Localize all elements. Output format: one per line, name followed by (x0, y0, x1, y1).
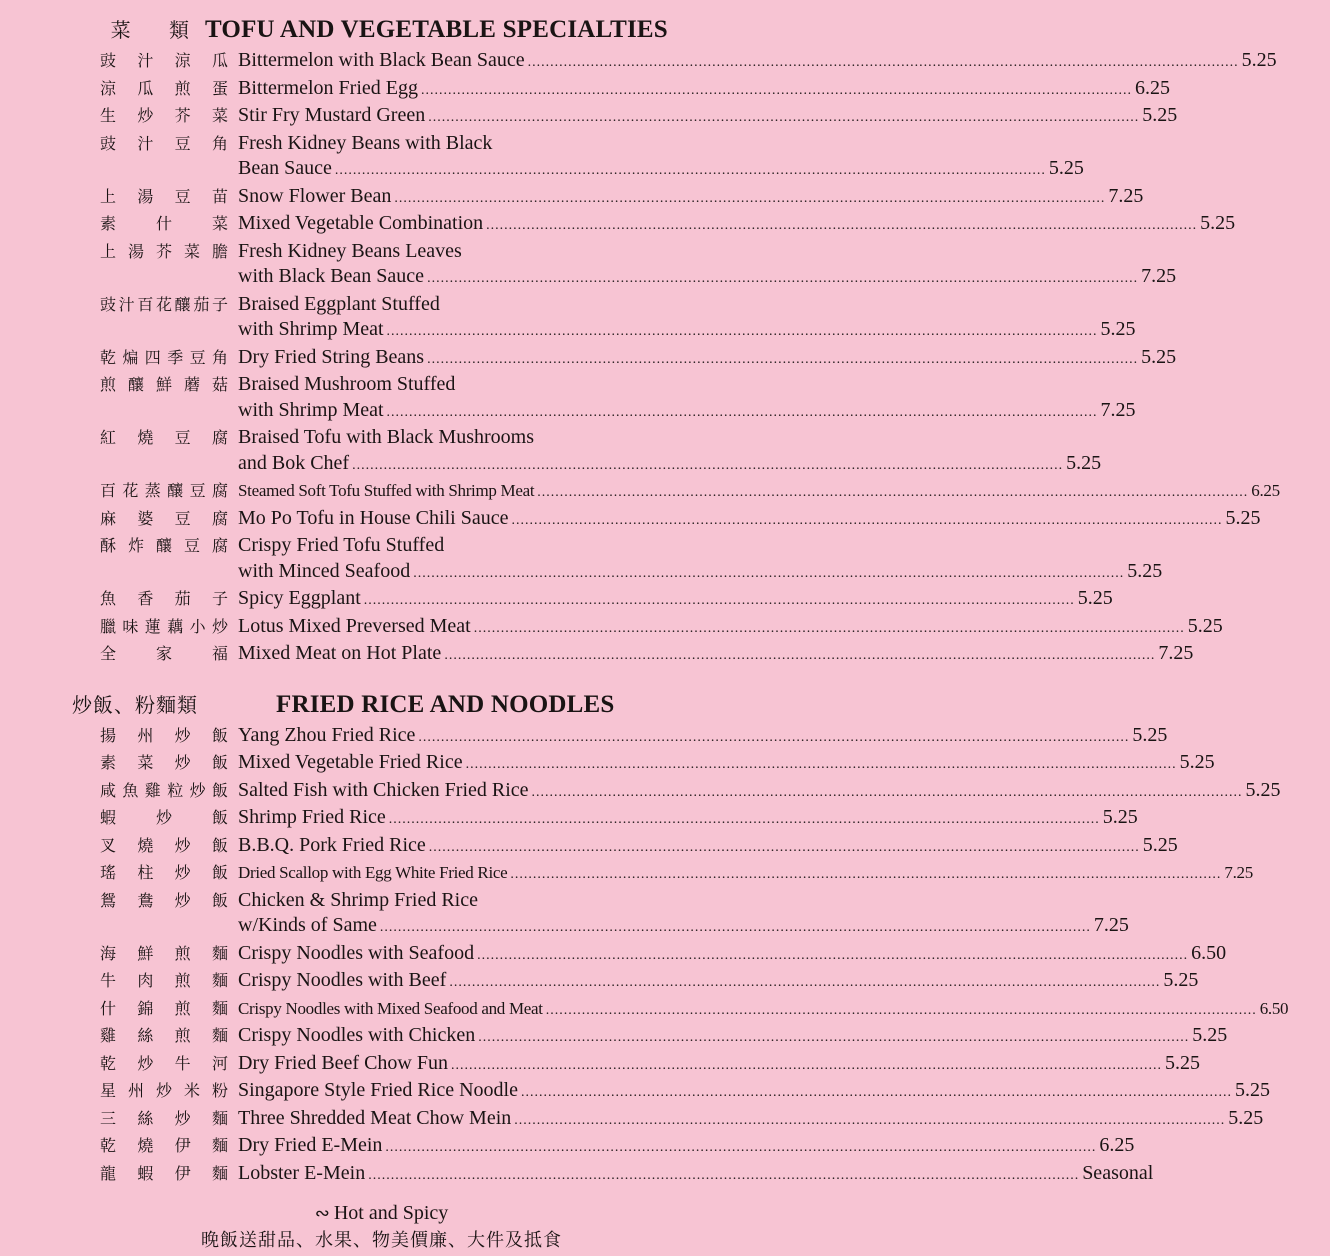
dish-line (238, 559, 1162, 587)
dish-name-chinese: 麻婆豆腐 (100, 508, 228, 528)
dot-leader (418, 725, 1129, 751)
dot-leader (528, 50, 1239, 76)
dish-name-chinese: 生炒芥菜 (100, 106, 228, 125)
dish-name-chinese: 星州炒米粉 (100, 1081, 228, 1100)
dish-description (238, 860, 1295, 888)
dish-line (238, 76, 1170, 104)
dish-name-english: Dry Fried String Beans (238, 345, 425, 368)
dish-name-chinese: 揚州炒飯 (100, 725, 228, 745)
dish-price: 5.25 (1142, 833, 1178, 856)
dish-description (238, 833, 1220, 861)
dish-name-english: Salted Fish with Chicken Fried Rice (238, 778, 529, 801)
section-title (0, 689, 703, 723)
menu-item (0, 1106, 1264, 1134)
chili-pepper-icon: ∾ (314, 1203, 330, 1223)
dish-name-english: Crispy Noodles with Seafood (238, 941, 475, 964)
dish-name-chinese: 咸魚雞粒炒飯 (100, 780, 228, 800)
dish-price: 5.25 (1164, 1051, 1200, 1074)
dot-leader (385, 1135, 1096, 1161)
dish-name-chinese: 雞絲煎麵 (100, 1026, 228, 1045)
dish-description (238, 1051, 1242, 1079)
dish-description (238, 372, 1178, 425)
dish-line (238, 156, 1084, 184)
dish-name-english: Crispy Fried Tofu Stuffed (238, 534, 445, 556)
dish-line (238, 968, 1198, 996)
dish-name-english: Lobster E-Mein (238, 1161, 366, 1184)
hot-and-spicy-legend (0, 1200, 703, 1226)
dish-line (238, 1161, 1153, 1189)
dish-name-english: Mo Po Tofu in House Chili Sauce (238, 506, 509, 529)
dish-name-chinese: 全家福 (100, 644, 228, 663)
menu-item (0, 103, 1178, 131)
dish-description (238, 48, 1319, 76)
dish-line (238, 184, 1143, 212)
dish-price: 6.25 (1099, 1134, 1135, 1156)
dish-name-english: Braised Tofu with Black Mushrooms (238, 426, 534, 448)
menu-item (0, 478, 1280, 506)
dish-name-chinese: 臘味蓮藕小炒 (100, 616, 228, 636)
dish-name-chinese: 乾炒牛河 (100, 1053, 228, 1073)
dish-line (238, 211, 1235, 239)
dish-line (238, 317, 1136, 345)
dish-name-english: Dry Fried Beef Chow Fun (238, 1051, 448, 1074)
dish-price: 5.25 (1228, 1106, 1264, 1129)
dish-name-chinese: 豉汁豆角 (100, 133, 228, 153)
dish-name-chinese: 叉燒炒飯 (100, 835, 228, 855)
section-title-english: FRIED RICE AND NOODLES (276, 690, 615, 718)
dish-price: 5.25 (1179, 751, 1215, 773)
dish-description (238, 586, 1155, 614)
section-title-chinese: 菜 類 (110, 18, 205, 42)
dish-name-chinese: 什錦煎麵 (100, 998, 228, 1018)
dish-price: 5.25 (1077, 587, 1113, 609)
dish-name-chinese: 三絲炒麵 (100, 1108, 228, 1128)
dish-name-english: Crispy Noodles with Mixed Seafood and Meat (238, 998, 543, 1018)
menu-item (0, 614, 1223, 642)
dot-leader (521, 1080, 1232, 1106)
dish-price: 5.25 (1142, 104, 1178, 126)
dish-description (238, 1106, 1305, 1134)
dish-line (238, 1051, 1200, 1079)
dish-line (238, 239, 1176, 265)
menu-item (0, 211, 1236, 239)
menu-item (0, 1023, 1228, 1051)
dot-leader (387, 319, 1098, 345)
dish-name-english: Bean Sauce (238, 157, 332, 179)
dot-leader (429, 835, 1140, 861)
dish-name-english: Mixed Vegetable Combination (238, 212, 484, 234)
dish-price: 6.50 (1191, 941, 1227, 964)
dish-name-english: Yang Zhou Fried Rice (238, 723, 416, 746)
dish-name-chinese: 鴛鴦炒飯 (100, 890, 228, 910)
dish-price: 5.25 (1225, 506, 1261, 529)
dish-name-english: Steamed Soft Tofu Stuffed with Shrimp Meat (238, 481, 535, 500)
dish-name-english: Braised Mushroom Stuffed (238, 373, 456, 395)
dot-leader (413, 561, 1124, 587)
dish-name-english: B.B.Q. Pork Fried Rice (238, 833, 426, 856)
dish-line (238, 1106, 1263, 1134)
dish-name-chinese: 海鮮煎麵 (100, 943, 228, 963)
dish-name-english: Dry Fried E-Mein (238, 1134, 383, 1156)
menu-item (0, 723, 1168, 751)
dish-name-chinese: 瑤柱炒飯 (100, 863, 228, 882)
dish-line (238, 778, 1281, 806)
dish-description (238, 533, 1204, 586)
dish-line (238, 533, 1162, 559)
dish-name-english: with Shrimp Meat (238, 318, 384, 340)
menu-item (0, 292, 1136, 345)
dish-line (238, 805, 1138, 833)
section-title-chinese: 炒飯、粉麵類 (72, 692, 198, 717)
dot-leader (511, 508, 1222, 534)
dish-description (238, 941, 1268, 969)
dish-line (238, 941, 1226, 969)
footer-chinese-note: 晚飯送甜品、水果、物美價廉、大件及抵食 (201, 1230, 562, 1251)
dish-line (238, 372, 1136, 398)
dish-name-english: with Minced Seafood (238, 559, 411, 582)
dish-name-english: and Bok Chef (238, 451, 350, 474)
menu-item (0, 1133, 1135, 1161)
dish-name-english: Lotus Mixed Preversed Meat (238, 614, 471, 637)
dish-line (238, 913, 1129, 941)
dot-leader (478, 1025, 1189, 1051)
dish-name-english: Three Shredded Meat Chow Mein (238, 1106, 512, 1129)
menu-item (0, 860, 1253, 888)
dish-price: 5.25 (1127, 559, 1163, 582)
dish-price: 7.25 (1141, 265, 1177, 287)
menu-item (0, 131, 1084, 184)
dish-name-chinese: 蝦炒飯 (100, 808, 228, 827)
dish-price: 5.25 (1048, 157, 1084, 179)
dish-description (238, 888, 1171, 941)
dish-line (238, 996, 1288, 1024)
dish-price: 5.25 (1234, 1079, 1270, 1101)
dish-description (238, 103, 1219, 131)
dish-name-chinese: 紅燒豆腐 (100, 428, 228, 447)
menu-item (0, 425, 1102, 478)
dish-name-english: Crispy Noodles with Beef (238, 969, 447, 991)
dish-line (238, 1023, 1227, 1051)
section-title-english: TOFU AND VEGETABLE SPECIALTIES (205, 16, 668, 43)
dish-name-chinese: 魚香茄子 (100, 589, 228, 608)
dish-line (238, 1078, 1270, 1106)
dot-leader (477, 943, 1188, 969)
dish-name-chinese: 龍蝦伊麵 (100, 1163, 228, 1183)
dot-leader (427, 266, 1138, 292)
dot-leader (352, 453, 1063, 479)
dish-price: 7.25 (1158, 642, 1194, 664)
dish-line (238, 345, 1176, 373)
dish-description (238, 239, 1218, 292)
dot-leader (394, 186, 1105, 212)
dot-leader (389, 807, 1100, 833)
dish-price: 5.25 (1141, 345, 1177, 368)
dish-name-english: Snow Flower Bean (238, 184, 392, 207)
dish-name-english: Spicy Eggplant (238, 587, 361, 609)
dish-description (238, 211, 1277, 239)
dot-leader (428, 105, 1139, 131)
dish-description (238, 1023, 1269, 1051)
dish-name-chinese: 酥炸釀豆腐 (100, 536, 228, 555)
dish-line (238, 860, 1253, 888)
dish-name-chinese: 豉汁百花釀茄子 (100, 294, 228, 314)
dish-price: 7.25 (1224, 863, 1253, 882)
dish-name-chinese: 百花蒸釀豆腐 (100, 481, 228, 500)
dish-description (238, 1078, 1312, 1106)
dish-name-english: Mixed Vegetable Fried Rice (238, 751, 463, 773)
dish-line (238, 641, 1193, 669)
menu-item (0, 506, 1261, 534)
menu-item (0, 345, 1177, 373)
menu-item (0, 805, 1138, 833)
dish-name-chinese: 牛肉煎麵 (100, 971, 228, 990)
dish-description (238, 76, 1212, 104)
dish-line (238, 451, 1101, 479)
section-title (0, 14, 703, 48)
dish-description (238, 184, 1185, 212)
dot-leader (427, 347, 1138, 373)
dish-line (238, 586, 1113, 614)
dish-price: 7.25 (1108, 184, 1144, 207)
dish-line (238, 292, 1136, 318)
dish-price: 7.25 (1100, 398, 1136, 421)
dish-line (238, 264, 1176, 292)
dish-name-chinese: 豉汁涼瓜 (100, 51, 228, 70)
dish-price: 5.25 (1187, 614, 1223, 637)
dish-price: 5.25 (1102, 806, 1138, 828)
dot-leader (474, 616, 1185, 642)
menu-item (0, 586, 1113, 614)
dish-name-english: Mixed Meat on Hot Plate (238, 642, 442, 664)
dot-leader (368, 1163, 1079, 1189)
dish-name-chinese: 上湯豆苗 (100, 186, 228, 206)
dish-price: Seasonal (1082, 1161, 1154, 1184)
dish-name-english: Braised Eggplant Stuffed (238, 292, 440, 315)
menu-sections (0, 14, 1289, 1188)
dish-price: 6.25 (1251, 481, 1280, 500)
dot-leader (444, 643, 1155, 669)
dish-description (238, 805, 1180, 833)
dish-description (238, 968, 1240, 996)
menu-item (0, 833, 1178, 861)
dish-name-english: with Black Bean Sauce (238, 265, 425, 287)
dish-name-english: Bittermelon Fried Egg (238, 76, 418, 99)
dot-leader (486, 213, 1197, 239)
dish-price: 5.25 (1200, 212, 1236, 234)
dish-description (238, 723, 1209, 751)
dish-description (238, 506, 1302, 534)
dish-name-chinese: 乾燒伊麵 (100, 1136, 228, 1155)
dish-line (238, 506, 1260, 534)
dish-name-english: Shrimp Fried Rice (238, 806, 386, 828)
dish-name-english: with Shrimp Meat (238, 398, 384, 421)
dot-leader (532, 780, 1243, 806)
dish-name-english: Chicken & Shrimp Fried Rice (238, 888, 478, 911)
dot-leader (451, 1053, 1162, 1079)
dish-price: 7.25 (1093, 914, 1129, 936)
dish-price: 5.25 (1245, 778, 1281, 801)
dish-price: 5.25 (1132, 723, 1168, 746)
menu-item (0, 1051, 1200, 1079)
dish-line (238, 750, 1215, 778)
dish-name-english: Singapore Style Fried Rice Noodle (238, 1079, 518, 1101)
legend-text: Hot and Spicy (333, 1202, 449, 1224)
menu-item (0, 996, 1289, 1024)
dish-line (238, 1133, 1134, 1161)
dish-line (238, 833, 1178, 861)
dish-description (238, 1161, 1195, 1189)
dish-line (238, 614, 1223, 642)
dish-line (238, 48, 1277, 76)
dot-leader (546, 998, 1257, 1024)
dish-name-chinese: 素菜炒飯 (100, 753, 228, 772)
dish-description (238, 778, 1323, 806)
dish-description (238, 641, 1235, 669)
dot-leader (421, 78, 1132, 104)
dish-name-english: Fresh Kidney Beans with Black (238, 131, 493, 154)
dish-description (238, 996, 1330, 1024)
menu-item (0, 239, 1177, 292)
menu-item (0, 968, 1199, 996)
dish-name-chinese: 上湯芥菜膽 (100, 241, 228, 261)
dish-name-english: Fresh Kidney Beans Leaves (238, 239, 462, 262)
dish-description (238, 1133, 1176, 1161)
menu-item (0, 641, 1194, 669)
dish-description (238, 345, 1218, 373)
dish-line (238, 888, 1129, 914)
menu-item (0, 184, 1144, 212)
dot-leader (449, 970, 1160, 996)
menu-item (0, 1161, 1154, 1189)
menu-item (0, 941, 1227, 969)
dot-leader (537, 480, 1248, 506)
dish-description (238, 614, 1265, 642)
dish-price: 5.25 (1100, 318, 1136, 340)
menu-item (0, 48, 1277, 76)
dish-line (238, 478, 1280, 506)
dish-name-chinese: 素什菜 (100, 214, 228, 233)
dot-leader (466, 752, 1177, 778)
menu-item (0, 372, 1136, 425)
dish-line (238, 131, 1084, 157)
menu-item (0, 76, 1170, 104)
dot-leader (364, 588, 1075, 614)
dish-name-chinese: 涼瓜煎蛋 (100, 78, 228, 98)
dish-name-english: Bittermelon with Black Bean Sauce (238, 49, 525, 71)
menu-item (0, 1078, 1270, 1106)
menu-item (0, 750, 1215, 778)
dish-name-english: Crispy Noodles with Chicken (238, 1024, 476, 1046)
dish-name-english: w/Kinds of Same (238, 914, 377, 936)
dish-name-chinese: 煎釀鮮蘑菇 (100, 375, 228, 394)
dish-price: 5.25 (1241, 49, 1277, 71)
dish-name-english: Dried Scallop with Egg White Fried Rice (238, 863, 508, 882)
dish-line (238, 723, 1167, 751)
dish-description (238, 478, 1322, 506)
dot-leader (335, 158, 1046, 184)
dish-line (238, 425, 1101, 451)
dish-price: 6.50 (1259, 998, 1289, 1018)
dish-name-english: Stir Fry Mustard Green (238, 104, 426, 126)
dish-price: 5.25 (1066, 451, 1102, 474)
dish-name-chinese: 乾煸四季豆角 (100, 347, 228, 367)
dot-leader (380, 915, 1091, 941)
menu-item (0, 888, 1129, 941)
menu-item (0, 778, 1281, 806)
dish-price: 6.25 (1134, 76, 1170, 99)
dish-description (238, 131, 1126, 184)
dish-description (238, 750, 1257, 778)
dish-line (238, 398, 1136, 426)
dot-leader (510, 862, 1221, 888)
dish-price: 5.25 (1163, 969, 1199, 991)
dot-leader (514, 1108, 1225, 1134)
dot-leader (387, 400, 1098, 426)
dish-description (238, 425, 1143, 478)
dish-price: 5.25 (1192, 1024, 1228, 1046)
menu-item (0, 533, 1163, 586)
dish-line (238, 103, 1177, 131)
dish-description (238, 292, 1178, 345)
